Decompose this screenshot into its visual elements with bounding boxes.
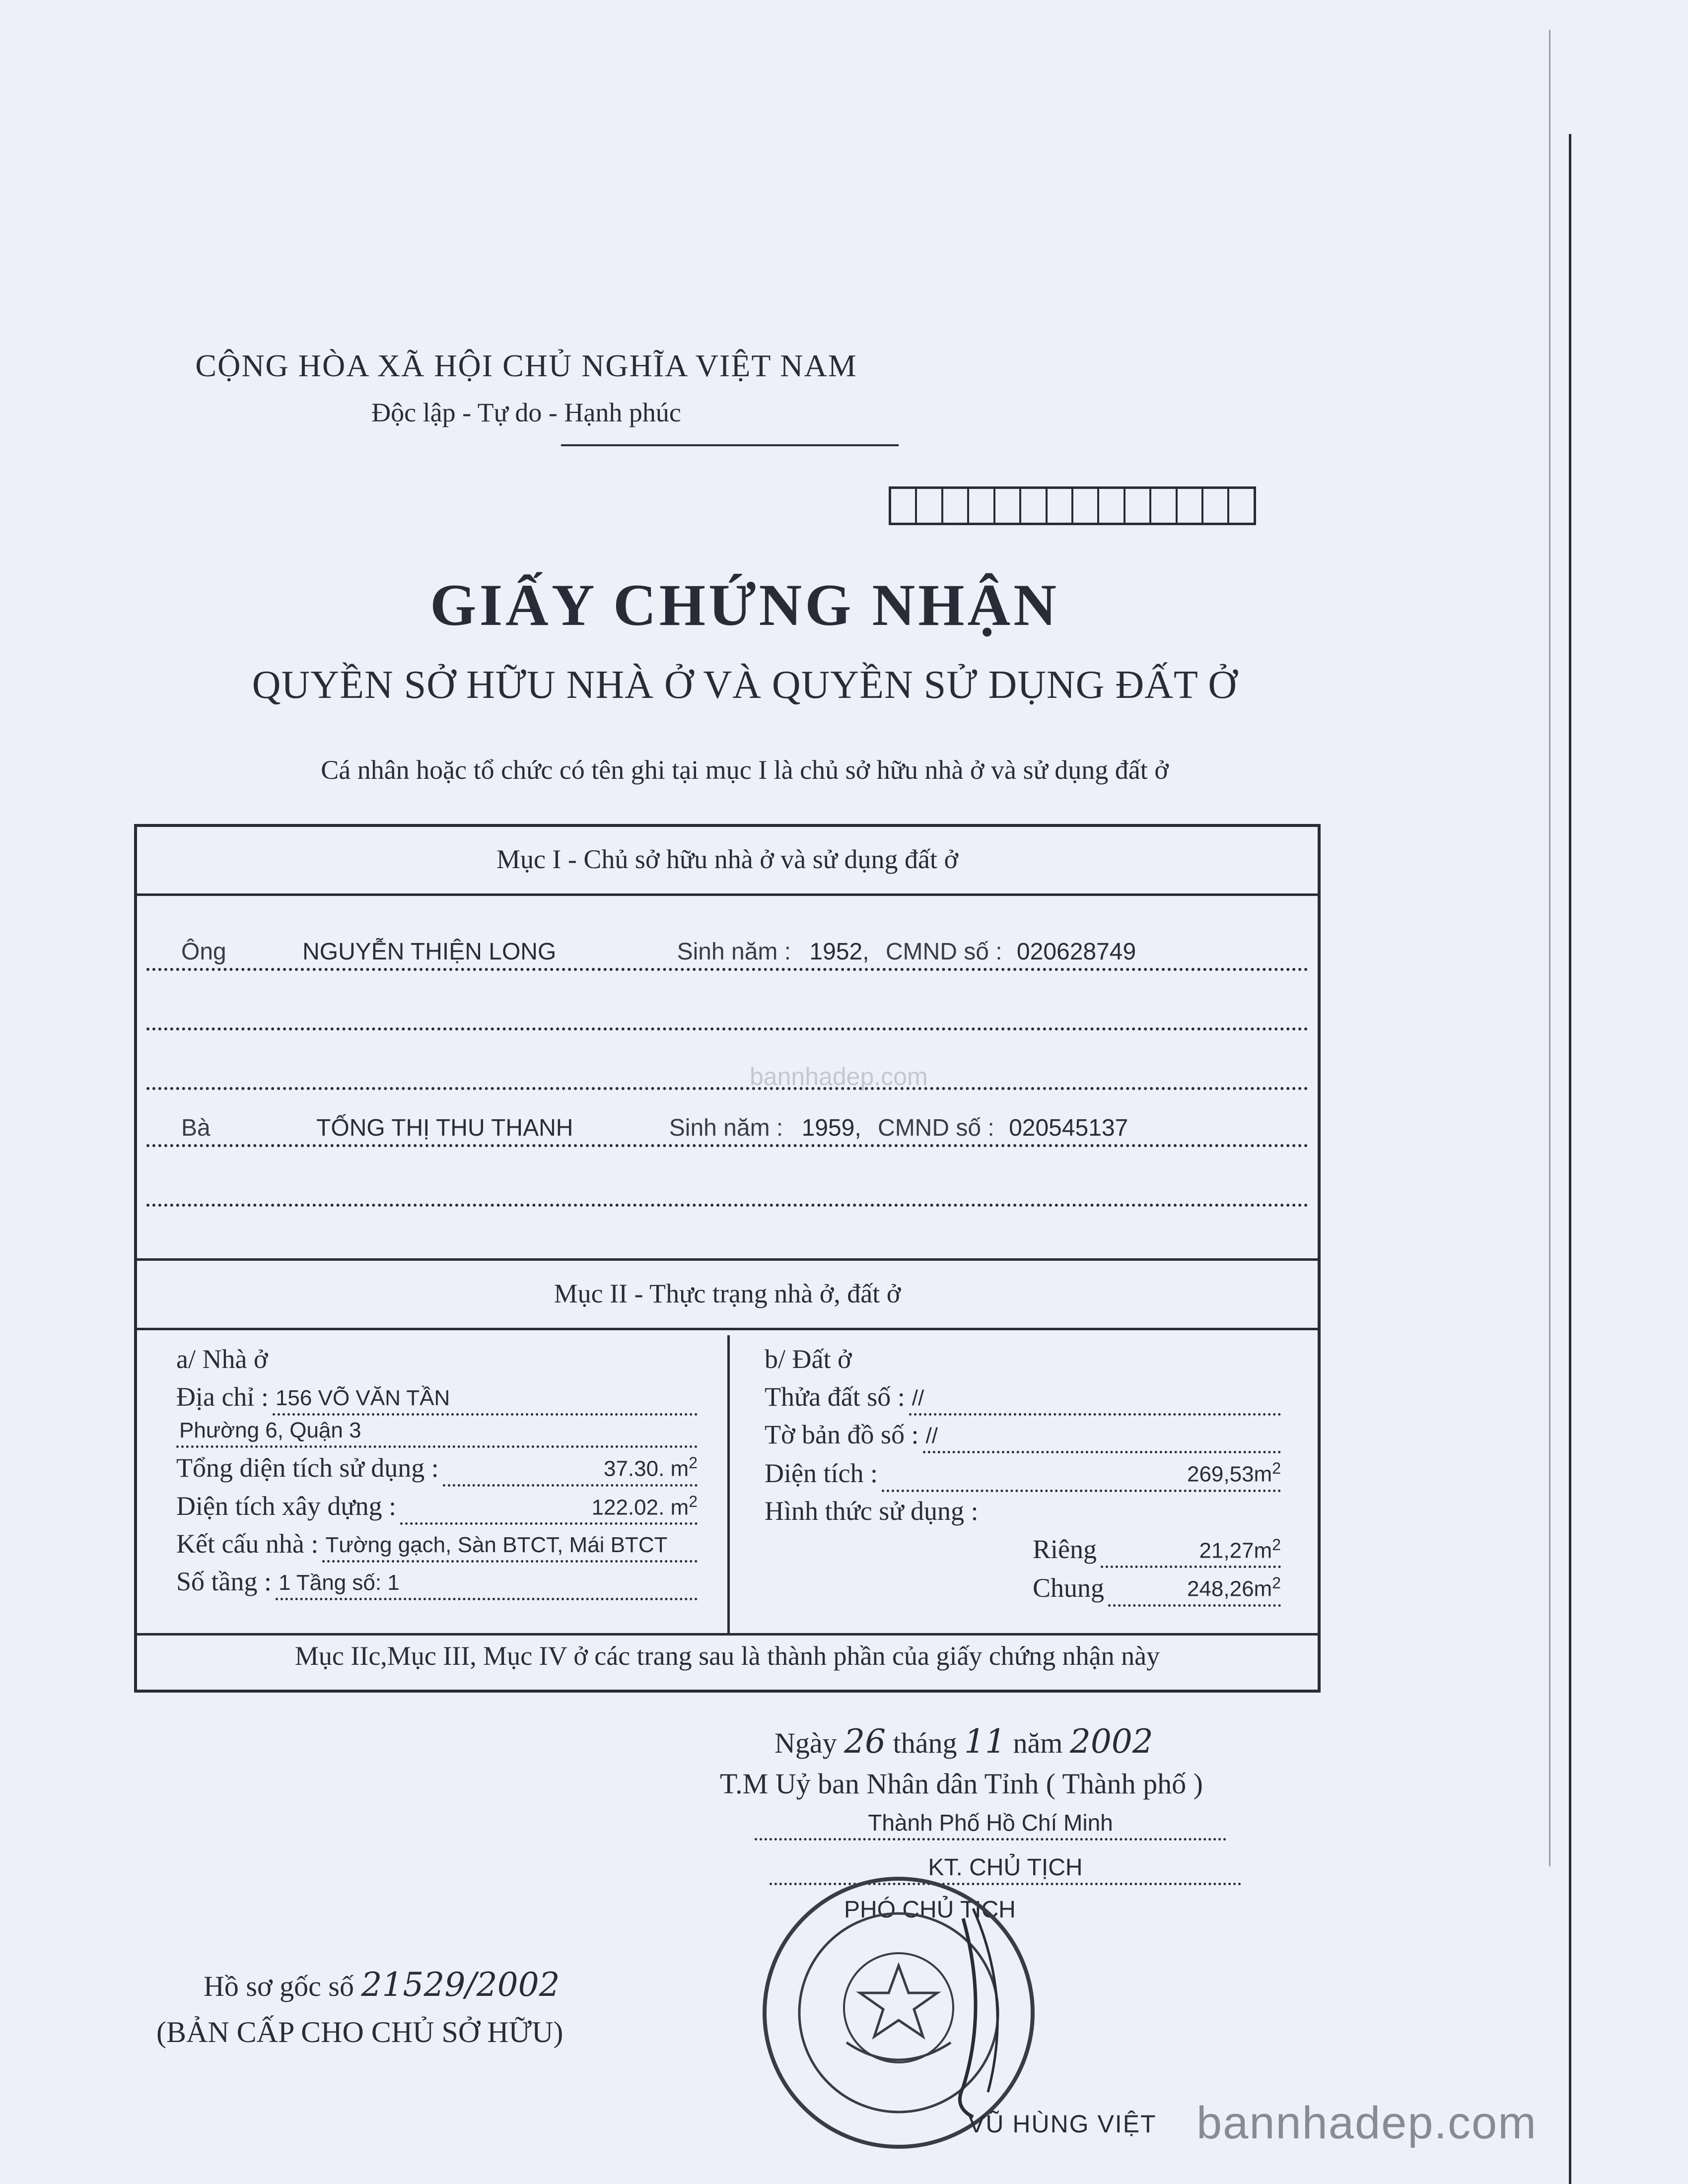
floors-value: 1 Tầng số: 1 bbox=[276, 1568, 698, 1600]
unit-sup: 2 bbox=[1272, 1459, 1281, 1477]
owner1-title: Ông bbox=[181, 939, 226, 965]
section1-divider bbox=[134, 893, 1321, 896]
address-field bbox=[176, 1378, 698, 1416]
issue-date bbox=[774, 1722, 1153, 1761]
owner1-id-label: CMND số : bbox=[885, 939, 1002, 965]
file-number: 21529/2002 bbox=[361, 1966, 560, 2004]
copy-note: (BẢN CẤP CHO CHỦ SỞ HỮU) bbox=[156, 2016, 563, 2048]
usable-area-field bbox=[176, 1448, 698, 1487]
section2-divider-top bbox=[134, 1258, 1321, 1261]
unit-sup: 2 bbox=[1272, 1574, 1281, 1592]
land-area-value bbox=[882, 1453, 1281, 1492]
month-label: tháng bbox=[893, 1727, 957, 1759]
private-field bbox=[1033, 1530, 1281, 1569]
page-margin-line bbox=[1569, 134, 1571, 2184]
owner1-name: NGUYỄN THIỆN LONG bbox=[302, 939, 557, 965]
map-value: // bbox=[923, 1421, 1281, 1453]
land-area: 269,53m bbox=[1187, 1462, 1272, 1487]
address-label: Địa chỉ : bbox=[176, 1382, 269, 1412]
owner1-birth-label: Sinh năm : bbox=[677, 939, 791, 965]
file-label: Hồ sơ gốc số bbox=[204, 1970, 354, 2002]
address-line1: 156 VÕ VĂN TẦN bbox=[273, 1383, 698, 1416]
section2-heading: Mục II - Thực trạng nhà ở, đất ở bbox=[554, 1279, 901, 1308]
section2-divider bbox=[134, 1328, 1321, 1330]
usable-area-label: Tổng diện tích sử dụng : bbox=[176, 1452, 439, 1483]
land-column bbox=[765, 1340, 1281, 1607]
house-column bbox=[176, 1340, 698, 1600]
built-area-label: Diện tích xây dựng : bbox=[176, 1491, 397, 1521]
watermark-faint: bannhadep.com bbox=[750, 1063, 928, 1091]
signer-name: VŨ HÙNG VIỆT bbox=[968, 2110, 1157, 2138]
section1-heading: Mục I - Chủ sở hữu nhà ở và sử dụng đất ở bbox=[496, 844, 959, 874]
shared-label: Chung bbox=[1033, 1572, 1105, 1603]
page-edge-line bbox=[1549, 30, 1550, 1866]
built-area-field bbox=[176, 1487, 698, 1525]
owner2-birth-year: 1959, bbox=[801, 1115, 861, 1141]
footer-note: Mục IIc,Mục III, Mục IV ở các trang sau là thành phần của giấy chứng nhận này bbox=[294, 1641, 1160, 1671]
owner1-birth-year: 1952, bbox=[809, 939, 869, 965]
house-heading: a/ Nhà ở bbox=[176, 1344, 268, 1374]
document-subtitle: QUYỀN SỞ HỮU NHÀ Ở VÀ QUYỀN SỬ DỤNG ĐẤT Ở bbox=[252, 663, 1238, 707]
owner1-id: 020628749 bbox=[1016, 939, 1136, 965]
shared-field bbox=[1033, 1568, 1281, 1607]
year-value: 2002 bbox=[1069, 1722, 1153, 1761]
month-value: 11 bbox=[964, 1722, 1006, 1761]
parcel-field bbox=[765, 1378, 1281, 1416]
owner-row-2 bbox=[146, 1114, 1308, 1147]
intro-text: Cá nhân hoặc tổ chức có tên ghi tại mục I là chủ sở hữu nhà ở và sử dụng đất ở bbox=[321, 755, 1169, 785]
city: Thành Phố Hồ Chí Minh bbox=[755, 1809, 1226, 1841]
land-heading: b/ Đất ở bbox=[765, 1344, 852, 1374]
shared-area: 248,26m bbox=[1187, 1576, 1272, 1601]
built-area: 122.02. m bbox=[591, 1495, 689, 1520]
parcel-value: // bbox=[909, 1383, 1281, 1416]
position-vice: PHÓ CHỦ TỊCH bbox=[844, 1897, 1016, 1923]
land-area-field bbox=[765, 1453, 1281, 1492]
country-header: CỘNG HÒA XÃ HỘI CHỦ NGHĨA VIỆT NAM bbox=[195, 348, 857, 383]
structure-field bbox=[176, 1525, 698, 1563]
position-acting: KT. CHỦ TỊCH bbox=[770, 1854, 1241, 1885]
address-line2: Phường 6, Quận 3 bbox=[176, 1416, 698, 1448]
blank-row bbox=[146, 1174, 1308, 1207]
shared-value bbox=[1108, 1568, 1281, 1607]
unit-sup: 2 bbox=[1272, 1535, 1281, 1554]
day-value: 26 bbox=[844, 1722, 886, 1761]
owner2-title: Bà bbox=[181, 1115, 211, 1141]
document-title: GIẤY CHỨNG NHẬN bbox=[430, 572, 1059, 638]
year-label: năm bbox=[1013, 1727, 1063, 1759]
blank-row bbox=[146, 1057, 1308, 1090]
section2-bottom-divider bbox=[134, 1633, 1321, 1636]
authority: T.M Uỷ ban Nhân dân Tỉnh ( Thành phố ) bbox=[720, 1768, 1203, 1800]
address-line2-field bbox=[176, 1416, 698, 1448]
section2-column-divider bbox=[727, 1335, 730, 1633]
map-label: Tờ bản đồ số : bbox=[765, 1420, 919, 1449]
unit-sup: 2 bbox=[689, 1454, 698, 1472]
floors-field bbox=[176, 1563, 698, 1600]
built-area-value bbox=[400, 1487, 698, 1525]
land-area-label: Diện tích : bbox=[765, 1458, 878, 1488]
owner2-id: 020545137 bbox=[1009, 1115, 1128, 1141]
floors-label: Số tầng : bbox=[176, 1567, 272, 1597]
unit-sup: 2 bbox=[689, 1492, 698, 1510]
original-file bbox=[204, 1966, 560, 2004]
private-area: 21,27m bbox=[1199, 1538, 1272, 1563]
serial-number-boxes bbox=[889, 486, 1256, 525]
owner2-name: TỐNG THỊ THU THANH bbox=[316, 1115, 573, 1141]
motto-underline bbox=[561, 444, 899, 446]
usable-area: 37.30. m bbox=[603, 1456, 689, 1481]
motto: Độc lập - Tự do - Hạnh phúc bbox=[371, 398, 681, 427]
usable-area-value bbox=[443, 1448, 698, 1487]
structure-value: Tường gạch, Sàn BTCT, Mái BTCT bbox=[322, 1530, 698, 1563]
day-label: Ngày bbox=[774, 1727, 837, 1759]
map-field bbox=[765, 1416, 1281, 1453]
owner2-birth-label: Sinh năm : bbox=[669, 1115, 783, 1141]
parcel-label: Thửa đất số : bbox=[765, 1382, 905, 1412]
usage-label: Hình thức sử dụng : bbox=[765, 1496, 979, 1526]
private-label: Riêng bbox=[1033, 1534, 1097, 1565]
blank-row bbox=[146, 998, 1308, 1030]
owner2-id-label: CMND số : bbox=[878, 1115, 994, 1141]
owner-row-1 bbox=[146, 938, 1308, 971]
structure-label: Kết cấu nhà : bbox=[176, 1529, 319, 1559]
watermark: bannhadep.com bbox=[1196, 2098, 1537, 2148]
private-value bbox=[1101, 1530, 1281, 1569]
